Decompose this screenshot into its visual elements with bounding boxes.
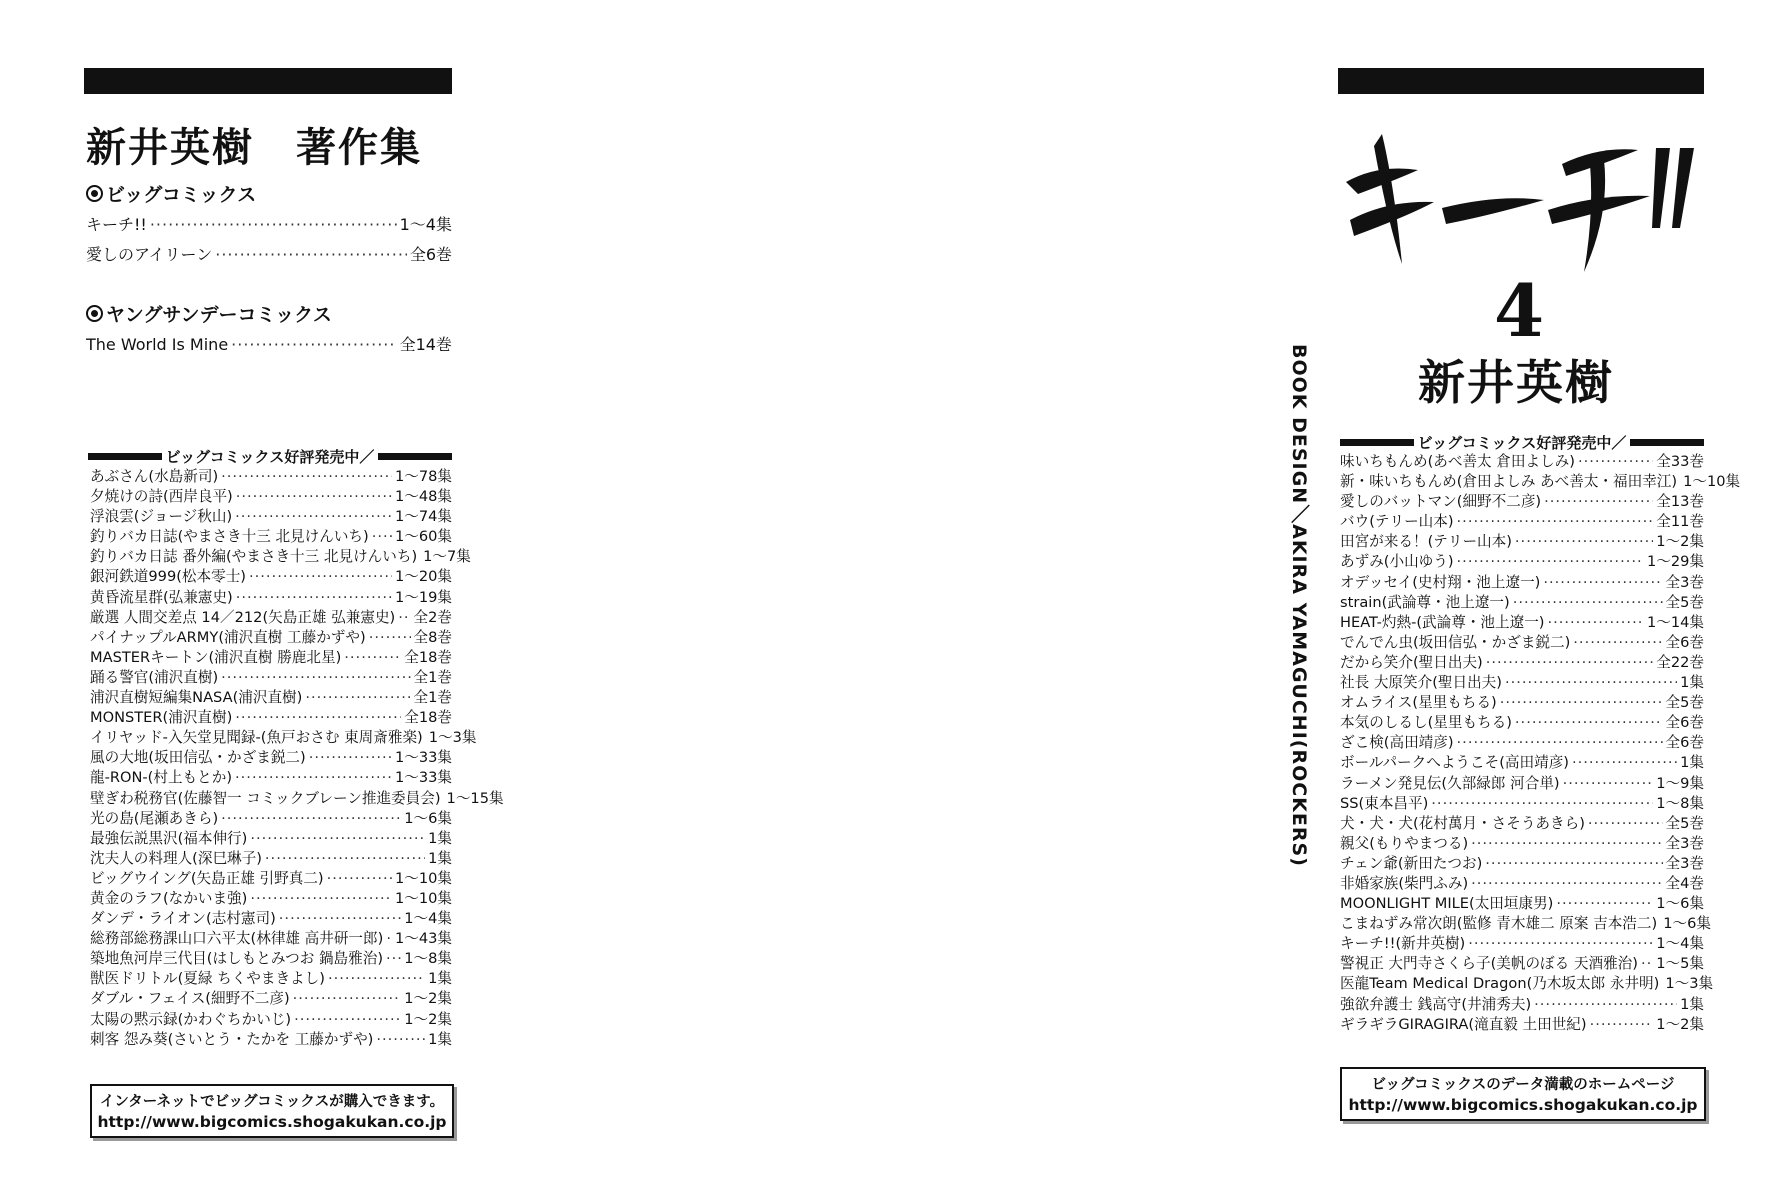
- list-item: オムライス(星里もちる) ····· 全5巻: [1340, 693, 1704, 713]
- list-item: 龍-RON-(村上もとか) ····· 1～33集: [90, 768, 452, 788]
- left-works-row-3: The World Is Mine ····· 全14巻: [86, 332, 452, 355]
- left-works-row-1: キーチ!! ····· 1～4集: [86, 212, 452, 235]
- list-item: 刺客 怨み葵(さいとう・たかを 工藤かずや) ····· 1集: [90, 1030, 452, 1050]
- left-list-banner: ビッグコミックス好評発売中／: [88, 446, 452, 467]
- series-logo: [1338, 124, 1704, 274]
- bullet-icon: [86, 305, 103, 322]
- list-item: 光の島(尾瀬あきら) ····· 1～6集: [90, 809, 452, 829]
- list-item: 非婚家族(柴門ふみ) ····· 全4巻: [1340, 874, 1704, 894]
- list-item: 獣医ドリトル(夏緑 ちくやまきよし) ····· 1集: [90, 969, 452, 989]
- list-item: 社長 大原笑介(聖日出夫) ····· 1集: [1340, 673, 1704, 693]
- url-box-caption: ビッグコミックスのデータ満載のホームページ: [1371, 1077, 1675, 1093]
- list-item: MOONLIGHT MILE(太田垣康男) ····· 1～6集: [1340, 894, 1704, 914]
- right-catalog-list: [1340, 452, 1741, 1035]
- list-item: あずみ(小山ゆう) ····· 1～29集: [1340, 552, 1704, 572]
- list-item: 釣りバカ日誌(やまさき十三 北見けんいち) ····· 1～60集: [90, 527, 452, 547]
- list-item: ダブル・フェイス(細野不二彦) ····· 1～2集: [90, 989, 452, 1009]
- list-item: 壁ぎわ税務官(佐藤智一 コミックブレーン推進委員会) 1～15集: [90, 789, 504, 807]
- list-item: MASTERキートン(浦沢直樹 勝鹿北星) ····· 全18巻: [90, 648, 452, 668]
- list-item: 釣りバカ日誌 番外編(やまさき十三 北見けんいち) 1～7集: [90, 548, 471, 566]
- volume-number: 4: [1494, 268, 1545, 353]
- bullet-icon: [86, 185, 103, 202]
- list-item: 親父(もりやまつる) ····· 全3巻: [1340, 834, 1704, 854]
- list-item: 犬・犬・犬(花村萬月・さそうあきら) ····· 全5巻: [1340, 814, 1704, 834]
- list-item: ボールパークへようこそ(高田靖彦) ····· 1集: [1340, 753, 1704, 773]
- list-item: チェン爺(新田たつお) ····· 全3巻: [1340, 854, 1704, 874]
- right-list-banner: ビッグコミックス好評発売中／: [1340, 432, 1704, 453]
- list-item: 警視正 大門寺さくら子(美帆のぼる 天酒雅治) ····· 1～5集: [1340, 954, 1704, 974]
- list-item: 最強伝説黒沢(福本伸行) ····· 1集: [90, 829, 452, 849]
- list-item: バウ(テリー山本) ····· 全11巻: [1340, 512, 1704, 532]
- brush-logo-art: [1338, 124, 1704, 274]
- list-item: オデッセイ(史村翔・池上遼一) ····· 全3巻: [1340, 573, 1704, 593]
- list-item: ギラギラGIRAGIRA(滝直毅 土田世紀) ····· 1～2集: [1340, 1015, 1704, 1035]
- list-item: 銀河鉄道999(松本零士) ····· 1～20集: [90, 567, 452, 587]
- list-item: 踊る警官(浦沢直樹) ····· 全1巻: [90, 668, 452, 688]
- list-item: 新・味いちもんめ(倉田よしみ あべ善太・福田幸江) 1～10集: [1340, 473, 1741, 491]
- list-item: 黄昏流星群(弘兼憲史) ····· 1～19集: [90, 588, 452, 608]
- list-item: あぶさん(水島新司) ····· 1～78集: [90, 467, 452, 487]
- list-item: ざこ検(高田靖彦) ····· 全6巻: [1340, 733, 1704, 753]
- list-item: 黄金のラフ(なかいま強) ····· 1～10集: [90, 889, 452, 909]
- list-item: 田宮が来る！(テリー山本) ····· 1～2集: [1340, 532, 1704, 552]
- list-item: 本気のしるし(星里もちる) ····· 全6巻: [1340, 713, 1704, 733]
- left-url-box: [90, 1084, 454, 1138]
- author-name: 新井英樹: [1418, 356, 1614, 411]
- left-section-heading-2: ヤングサンデーコミックス: [86, 300, 332, 327]
- list-item: 築地魚河岸三代目(はしもとみつお 鍋島雅治) ····· 1～8集: [90, 949, 452, 969]
- list-item: 愛しのバットマン(細野不二彦) ····· 全13巻: [1340, 492, 1704, 512]
- list-item: ラーメン発見伝(久部緑郎 河合単) ····· 1～9集: [1340, 774, 1704, 794]
- list-item: 総務部総務課山口六平太(林律雄 高井研一郎) ····· 1～43集: [90, 929, 452, 949]
- list-item: HEAT-灼熱-(武論尊・池上遼一) ····· 1～14集: [1340, 613, 1704, 633]
- list-item: 強欲弁護士 銭高守(井浦秀夫) ····· 1集: [1340, 995, 1704, 1015]
- list-item: イリヤッド-入矢堂見聞録-(魚戸おさむ 東周斎雅楽) 1～3集: [90, 729, 477, 747]
- list-item: パイナップルARMY(浦沢直樹 工藤かずや) ····· 全8巻: [90, 628, 452, 648]
- list-item: 夕焼けの詩(西岸良平) ····· 1～48集: [90, 487, 452, 507]
- left-catalog-list: [90, 467, 504, 1050]
- list-item: 風の大地(坂田信弘・かざま鋭二) ····· 1～33集: [90, 748, 452, 768]
- url-box-link: http://www.bigcomics.shogakukan.co.jp: [97, 1113, 447, 1131]
- list-item: キーチ!!(新井英樹) ····· 1～4集: [1340, 934, 1704, 954]
- list-item: だから笑介(聖日出夫) ····· 全22巻: [1340, 653, 1704, 673]
- url-box-link: http://www.bigcomics.shogakukan.co.jp: [1348, 1096, 1698, 1114]
- left-works-row-2: 愛しのアイリーン ····· 全6巻: [86, 242, 452, 265]
- list-item: 沈夫人の料理人(深巳琳子) ····· 1集: [90, 849, 452, 869]
- right-top-bar: [1338, 68, 1704, 94]
- left-top-bar: [84, 68, 452, 94]
- list-item: ビッグウイング(矢島正雄 引野真二) ····· 1～10集: [90, 869, 452, 889]
- left-section-heading-1: ビッグコミックス: [86, 180, 256, 207]
- list-item: SS(東本昌平) ····· 1～8集: [1340, 794, 1704, 814]
- list-item: こまねずみ常次朗(監修 青木雄二 原案 吉本浩二) 1～6集: [1340, 915, 1711, 933]
- list-item: 厳選 人間交差点 14／212(矢島正雄 弘兼憲史) ····· 全2巻: [90, 608, 452, 628]
- list-item: strain(武論尊・池上遼一) ····· 全5巻: [1340, 593, 1704, 613]
- book-design-credit: BOOK DESIGN／AKIRA YAMAGUCHI(ROCKERS): [1288, 344, 1310, 867]
- list-item: 医龍Team Medical Dragon(乃木坂太郎 永井明) 1～3集: [1340, 975, 1714, 993]
- list-item: 味いちもんめ(あべ善太 倉田よしみ) ····· 全33巻: [1340, 452, 1704, 472]
- url-box-caption: インターネットでビッグコミックスが購入できます。: [99, 1094, 445, 1110]
- list-item: ダンデ・ライオン(志村憲司) ····· 1～4集: [90, 909, 452, 929]
- list-item: 太陽の黙示録(かわぐちかいじ) ····· 1～2集: [90, 1010, 452, 1030]
- list-item: MONSTER(浦沢直樹) ····· 全18巻: [90, 708, 452, 728]
- right-url-box: [1340, 1067, 1706, 1121]
- left-page-title: 新井英樹 著作集: [86, 124, 422, 171]
- list-item: 浮浪雲(ジョージ秋山) ····· 1～74集: [90, 507, 452, 527]
- list-item: 浦沢直樹短編集NASA(浦沢直樹) ····· 全1巻: [90, 688, 452, 708]
- list-item: でんでん虫(坂田信弘・かざま鋭二) ····· 全6巻: [1340, 633, 1704, 653]
